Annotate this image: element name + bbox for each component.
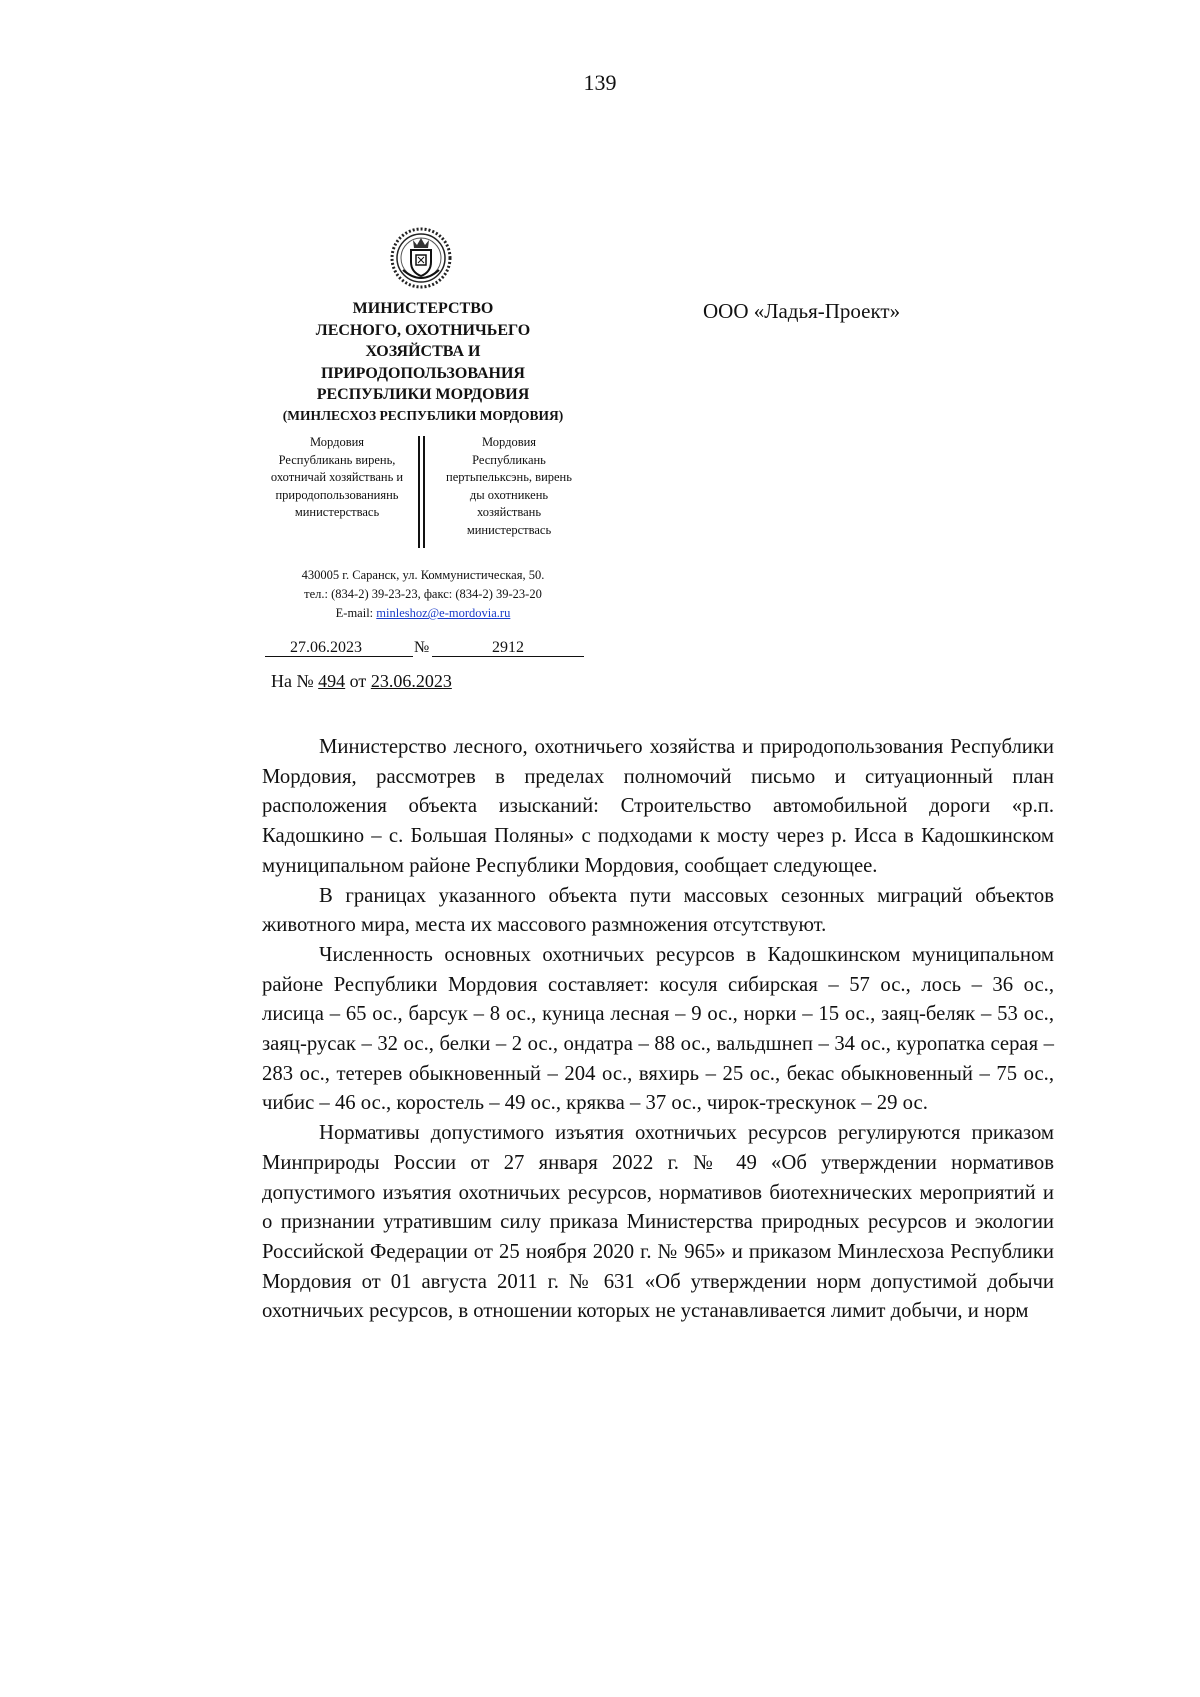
contacts [258,566,588,623]
bilingual-names [258,434,588,550]
ministry-name-line: ХОЗЯЙСТВА И [365,343,481,360]
moksha-name [258,434,416,522]
phone: тел.: (834-2) 39-23-23, факс: (834-2) 39-23-20 [304,587,542,601]
reply-mid: от [345,671,371,691]
body-paragraph: Нормативы допустимого изъятия охотничьих ресурсов регулируются приказом Минприроды России от 27 января 2022 г. № 49 «Об утверждении нормативов допустимого изъятия охотничьих ресурсов, нормативов биотехнических мероприятий и о признании утратившим силу приказа Министерства природных ресурсов и экологии Российской Федерации от 25 ноября 2020 г. № 965» и приказом Минлесхоза Республики Мордовия от 01 августа 2011 г. № 631 «Об утверждении норм допустимой добычи охотничьих ресурсов, в отношении которых не устанавливается лимит добычи, и норм [262,1122,1054,1323]
moksha-line: Республикань вирень, [278,452,396,467]
moksha-line: министерствась [294,505,380,519]
reply-reference [271,670,452,692]
letter-body [262,733,1054,1327]
ministry-name-line: ЛЕСНОГО, ОХОТНИЧЬЕГО [315,321,531,339]
page-number: 139 [583,70,617,95]
moksha-line: природопользованиянь [275,487,399,502]
body-paragraph: Министерство лесного, охотничьего хозяйства и природопользования Республики Мордовия, рассмотрев в пределах полномочий письмо и ситуационный план расположения объекта изысканий: Строительство автомобильной дороги «р.п. Кадошкино – с. Большая Поляны» с подходами к мосту через р. Исса в Кадошкинском муниципальном районе Республики Мордовия, сообщает следующее. [262,736,1054,877]
erzya-line: Мордовия [481,435,537,449]
moksha-line: охотничай хозяйствань и [270,470,404,484]
letterhead [258,298,588,425]
ministry-short-name: (МИНЛЕСХОЗ РЕСПУБЛИКИ МОРДОВИЯ) [282,407,564,423]
ministry-name-line: РЕСПУБЛИКИ МОРДОВИЯ [316,386,530,403]
reply-date: 23.06.2023 [370,671,452,691]
double-divider [418,436,425,548]
email-link[interactable]: minleshoz@e-mordovia.ru [376,606,511,620]
moksha-line: Мордовия [309,435,365,449]
erzya-line: Республикань [472,452,546,467]
erzya-line: пертьпельксэнь, вирень [446,470,572,484]
reply-number: 494 [318,671,346,691]
erzya-line: хозяйствань [476,505,542,519]
ministry-name-line: ПРИРОДОПОЛЬЗОВАНИЯ [321,364,525,382]
body-paragraph: Численность основных охотничьих ресурсов в Кадошкинском муниципальном районе Республики Мордовия составляет: косуля сибирская – 57 ос., лось – 36 ос., лисица – 65 ос., барсук – 8 ос., куница лесная – 9 ос., норки – 15 ос., заяц-беляк – 53 ос., заяц-русак – 32 ос., белки – 2 ос., ондатра – 88 ос., вальдшнеп – 34 ос., куропатка серая – 283 ос., тетерев обыкновенный – 204 ос., вяхирь – 25 ос., бекас обыкновенный – 75 ос., чибис – 46 ос., коростель – 49 ос., кряква – 37 ос., чирок-трескунок – 29 ос. [262,943,1054,1115]
ministry-name-line: МИНИСТЕРСТВО [352,300,494,317]
email-label: E-mail: [335,606,377,620]
number-sign: № [414,639,430,656]
recipient: ООО «Ладья-Проект» [703,299,901,323]
reply-prefix: На № [271,671,319,691]
erzya-name [430,434,588,539]
letter-date: 27.06.2023 [290,639,362,656]
erzya-line: министерствась [466,522,552,537]
email-line [258,604,588,623]
body-paragraph: В границах указанного объекта пути массовых сезонных миграций объектов животного мира, места их массового размножения отсутствуют. [262,884,1054,937]
letter-number: 2912 [492,639,524,656]
coat-of-arms-icon [389,226,453,290]
erzya-line: ды охотникень [469,487,549,502]
address: 430005 г. Саранск, ул. Коммунистическая, 50. [301,568,545,582]
